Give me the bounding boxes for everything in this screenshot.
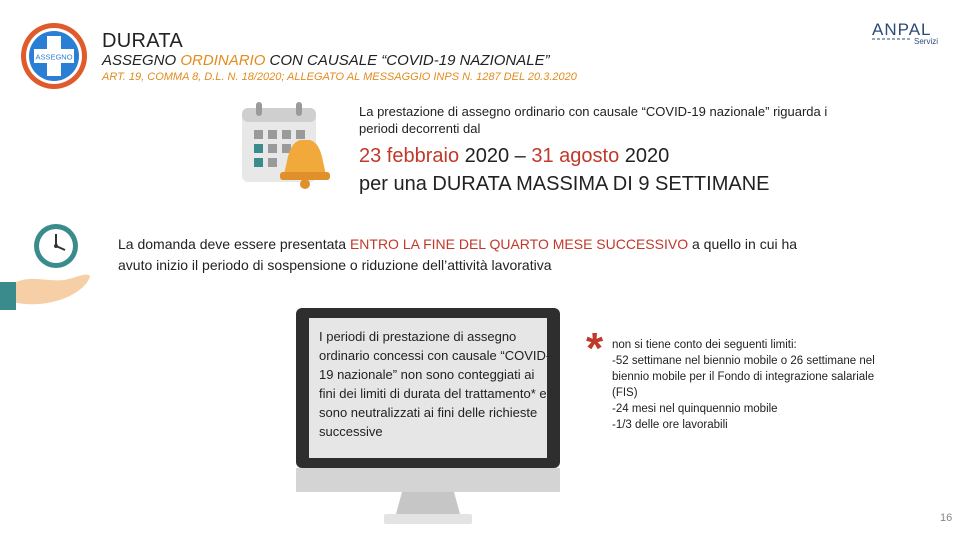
assegno-badge-icon: [20, 22, 88, 90]
calendar-bell-icon: [240, 100, 332, 192]
footnote-asterisk: *: [586, 324, 604, 373]
request-prefix: La domanda deve essere presentata: [118, 236, 350, 252]
subtitle-suffix: CON CAUSALE “COVID-19 NAZIONALE”: [265, 52, 550, 69]
date-start-year: 2020 –: [459, 145, 532, 167]
subtitle-prefix: ASSEGNO: [102, 52, 181, 69]
footnote-limits: [612, 337, 882, 433]
max-duration: per una DURATA MASSIMA DI 9 SETTIMANE: [359, 173, 770, 195]
date-end-year: 2020: [619, 145, 670, 167]
subtitle-highlight: ORDINARIO: [180, 52, 266, 69]
monitor-text: I periodi di prestazione di assegno ordinario concessi con causale “COVID-19 nazionale” non sono conteggiati ai fini dei limiti di durata del trattamento* e sono neutralizzati ai fini delle richieste successive: [319, 329, 551, 439]
request-suffix: a quello in cui ha avuto inizio il periodo di sospensione o riduzione dell’attività lavorativa: [118, 236, 798, 273]
page-number: 16: [940, 512, 953, 524]
date-end-day: 31 agosto: [531, 145, 620, 167]
period-intro: La prestazione di assegno ordinario con causale “COVID-19 nazionale” riguarda i periodi decorrenti dal: [359, 104, 828, 136]
footnote-line: -24 mesi nel quinquennio mobile: [612, 403, 778, 415]
logo-text: ANPAL: [872, 20, 932, 39]
period-dates: [359, 145, 669, 168]
date-start-day: 23 febbraio: [359, 145, 460, 167]
footnote-line: -52 settimane nel biennio mobile o 26 settimane nel biennio mobile per il Fondo di integrazione salariale (FIS): [612, 355, 875, 399]
clock-hand-icon: [0, 222, 92, 314]
footnote-line: non si tiene conto dei seguenti limiti:: [612, 339, 797, 351]
page-title: DURATA: [102, 30, 184, 52]
badge-text: ASSEGNO: [35, 52, 73, 62]
logo-sub: Servizi: [914, 37, 939, 46]
request-deadline: [118, 234, 798, 276]
page-subtitle: [102, 52, 550, 69]
footnote-line: -1/3 delle ore lavorabili: [612, 419, 728, 431]
legal-reference: ART. 19, COMMA 8, D.L. N. 18/2020; ALLEGATO AL MESSAGGIO INPS N. 1287 DEL 20.3.2020: [102, 71, 577, 83]
request-highlight: ENTRO LA FINE DEL QUARTO MESE SUCCESSIVO: [349, 236, 689, 252]
anpal-logo: [868, 18, 946, 48]
